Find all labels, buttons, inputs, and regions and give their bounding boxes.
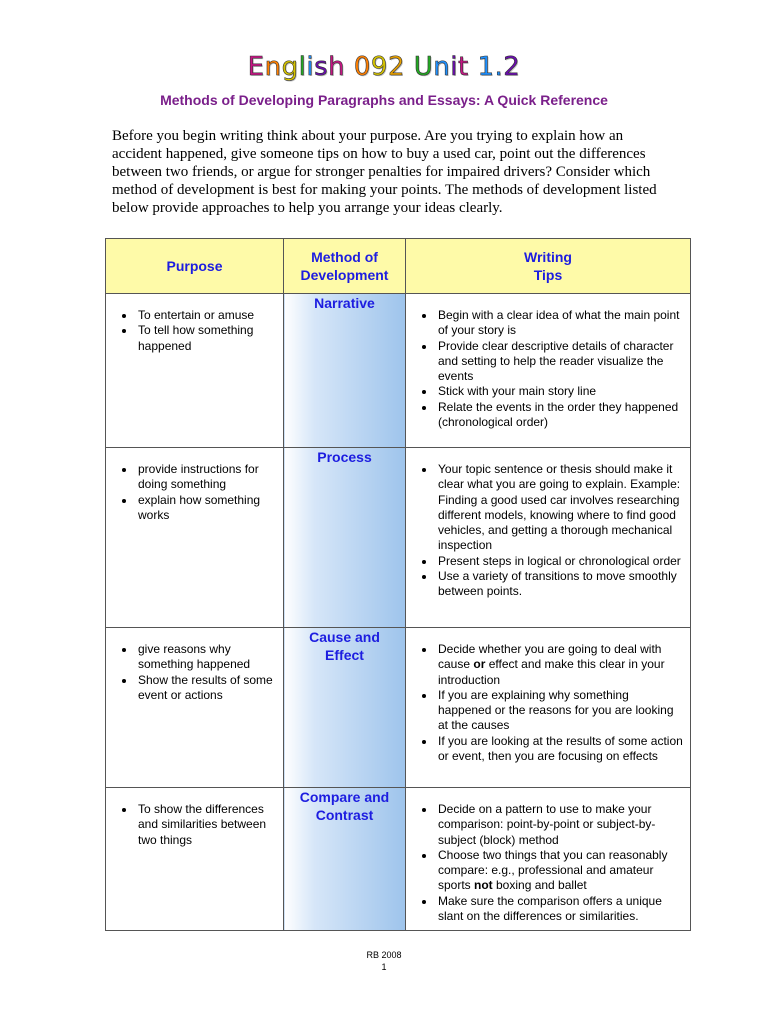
tips-cell [406,788,691,931]
tips-cell [406,448,691,628]
tip-item: • Use a variety of transitions to move smoothly between points. [436,569,684,600]
method-label: Compare and [299,789,390,805]
title-letter: g [281,52,299,82]
tip-item: • Your topic sentence or thesis should make it clear what you are going to explain. Example: Finding a good used car involves researching different models, knowing where to find good vehicles, and getting a thorough mechanical inspection [436,462,684,554]
method-label: Cause and [309,629,380,645]
purpose-cell [106,448,284,628]
page-footer [0,949,768,973]
method-label: Narrative [314,295,375,311]
purpose-item: • explain how something works [136,493,277,524]
title-letter: n [264,52,282,82]
tip-item: • Present steps in logical or chronological order [436,554,684,569]
tip-item [436,848,684,894]
tip-text: Choose two things that you can reasonably compare: e.g., professional and amateur sports [438,847,668,893]
method-label: Contrast [315,807,374,823]
purpose-cell [106,294,284,448]
tip-item: • Provide clear descriptive details of character and setting to help the reader visualize the events [436,339,684,385]
method-cell [284,448,406,628]
tip-item: • Begin with a clear idea of what the main point of your story is [436,308,684,339]
purpose-cell [106,788,284,931]
table-header-row [106,239,691,294]
purpose-item: • give reasons why something happened [136,642,277,673]
title-letter: h [328,52,346,82]
purpose-item: • Show the results of some event or actions [136,673,277,704]
table-row [106,294,691,448]
tip-item: • If you are explaining why something happened or the reasons for you are looking at the causes [436,688,684,734]
header-method: Method of Development [284,239,406,294]
title-letter: 9 [370,52,388,82]
title-letter: t [458,52,469,82]
title-letter [345,52,354,82]
title-letter: i [306,52,315,82]
page-title [0,52,768,82]
table-row [106,628,691,788]
tip-item: • Make sure the comparison offers a unique slant on the differences or similarities. [436,894,684,925]
purpose-item: • To entertain or amuse [136,308,277,323]
method-label: Process [317,449,372,465]
title-letter [405,52,414,82]
tip-emphasis: not [474,878,493,893]
tip-item: • Decide on a pattern to use to make your comparison: point-by-point or subject-by-subject (block) method [436,802,684,848]
title-letter: n [433,52,451,82]
tip-emphasis: or [473,657,486,672]
tips-cell [406,294,691,448]
tip-item: • Relate the events in the order they happened (chronological order) [436,400,684,431]
title-letter: E [247,52,265,82]
page-subtitle: Methods of Developing Paragraphs and Essays: A Quick Reference [160,92,608,108]
method-cell [284,788,406,931]
tip-text: effect and make this clear in your introduction [438,657,665,687]
tips-cell [406,628,691,788]
tip-item [436,642,684,688]
title-letter: l [298,52,307,82]
title-letter: i [450,52,459,82]
purpose-item: • To show the differences and similarities between two things [136,802,277,848]
tip-text: Decide whether you are going to deal with cause [438,642,662,672]
method-cell [284,294,406,448]
footer-author: RB 2008 [366,950,402,960]
method-label: Effect [325,647,364,663]
header-purpose: Purpose [106,239,284,294]
title-letter: U [413,52,434,82]
table-row [106,788,691,931]
title-letter: 0 [353,52,371,82]
header-writing-tips: Writing Tips [406,239,691,294]
tip-item: • Stick with your main story line [436,384,684,399]
title-letter: . [494,52,504,82]
methods-reference-table [105,238,691,931]
purpose-item: • To tell how something happened [136,323,277,354]
title-letter: s [314,52,329,82]
page-number: 1 [381,962,387,972]
method-cell [284,628,406,788]
purpose-item: • provide instructions for doing something [136,462,277,493]
table-row [106,448,691,628]
purpose-cell [106,628,284,788]
intro-paragraph: Before you begin writing think about your purpose. Are you trying to explain how an accident happened, give someone tips on how to buy a used car, point out the differences between two friends, or argue for stronger penalties for impaired drivers? Consider which method of development is best for making your points. The methods of development listed below provide approaches to help you arrange your ideas clearly. [112,128,657,216]
title-letter: 2 [503,52,521,82]
title-letter: 1 [477,52,495,82]
tip-item: • If you are looking at the results of some action or event, then you are focusing on effects [436,734,684,765]
tip-text: boxing and ballet [492,878,587,893]
title-letter: 2 [387,52,405,82]
